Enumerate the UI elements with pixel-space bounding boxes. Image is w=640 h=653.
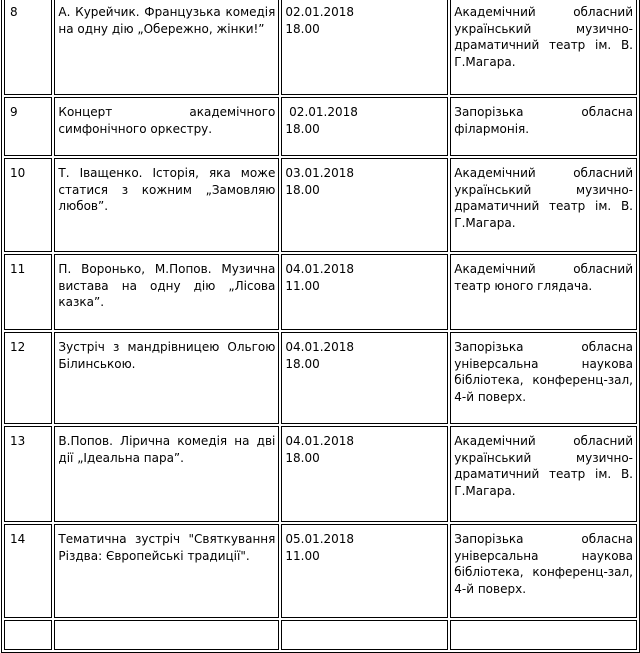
event-venue: Запорізька обласна філармонія.	[450, 97, 637, 156]
event-date: 03.01.2018	[285, 166, 355, 180]
table-row	[4, 97, 637, 156]
row-number: 13	[4, 426, 52, 522]
event-description: В.Попов. Лірична комедія на дві дії „Ідеальна пара”.	[54, 426, 279, 522]
table-row	[4, 254, 637, 330]
event-date: 02.01.2018	[285, 105, 358, 119]
row-number	[4, 620, 52, 650]
table-row	[4, 426, 637, 522]
event-time: 18.00	[285, 21, 320, 36]
event-venue: Запорізька обласна універсальна наукова бібліотека, конференц-зал, 4-й поверх.	[450, 524, 637, 618]
event-description: Тематична зустріч "Святкування Різдва: Європейські традиції".	[54, 524, 279, 618]
event-time: 18.00	[285, 182, 320, 197]
event-date: 02.01.2018	[285, 5, 355, 19]
event-date: 04.01.2018	[285, 340, 355, 354]
event-venue: Запорізька обласна універсальна наукова бібліотека, конференц-зал, 4-й поверх.	[450, 332, 637, 424]
row-number: 14	[4, 524, 52, 618]
event-time: 18.00	[285, 450, 320, 465]
table-row	[4, 524, 637, 618]
table-row	[4, 332, 637, 424]
event-datetime	[281, 158, 448, 252]
event-date: 04.01.2018	[285, 262, 355, 276]
table-row	[4, 0, 637, 95]
event-time: 11.00	[285, 548, 320, 563]
event-description: П. Воронько, М.Попов. Музична вистава на одну дію „Лісова казка”.	[54, 254, 279, 330]
event-venue: Академічний обласний український музично-драматичний театр ім. В. Г.Магара.	[450, 158, 637, 252]
event-time: 11.00	[285, 278, 320, 293]
event-datetime	[281, 426, 448, 522]
row-number: 12	[4, 332, 52, 424]
event-date: 05.01.2018	[285, 532, 355, 546]
table-row	[4, 620, 637, 650]
event-venue: Академічний обласний український музично-драматичний театр ім. В. Г.Магара.	[450, 426, 637, 522]
event-description: Зустріч з мандрівницею Ольгою Білинською.	[54, 332, 279, 424]
event-venue: Академічний обласний український музично-драматичний театр ім. В. Г.Магара.	[450, 0, 637, 95]
event-date: 04.01.2018	[285, 434, 355, 448]
event-datetime	[281, 524, 448, 618]
row-number: 11	[4, 254, 52, 330]
table-row	[4, 158, 637, 252]
event-datetime	[281, 97, 448, 156]
event-description: Т. Іващенко. Історія, яка може статися з кожним „Замовляю любов”.	[54, 158, 279, 252]
event-description	[54, 620, 279, 650]
event-time: 18.00	[285, 356, 320, 371]
event-datetime	[281, 0, 448, 95]
event-datetime	[281, 620, 448, 650]
row-number: 10	[4, 158, 52, 252]
event-time: 18.00	[285, 121, 320, 136]
row-number: 8	[4, 0, 52, 95]
event-venue	[450, 620, 637, 650]
event-datetime	[281, 254, 448, 330]
event-venue: Академічний обласний театр юного глядача.	[450, 254, 637, 330]
event-description: А. Курейчик. Французька комедія на одну дію „Обережно, жінки!”	[54, 0, 279, 95]
event-description: Концерт академічного симфонічного оркестру.	[54, 97, 279, 156]
event-datetime	[281, 332, 448, 424]
row-number: 9	[4, 97, 52, 156]
events-table	[1, 0, 640, 653]
